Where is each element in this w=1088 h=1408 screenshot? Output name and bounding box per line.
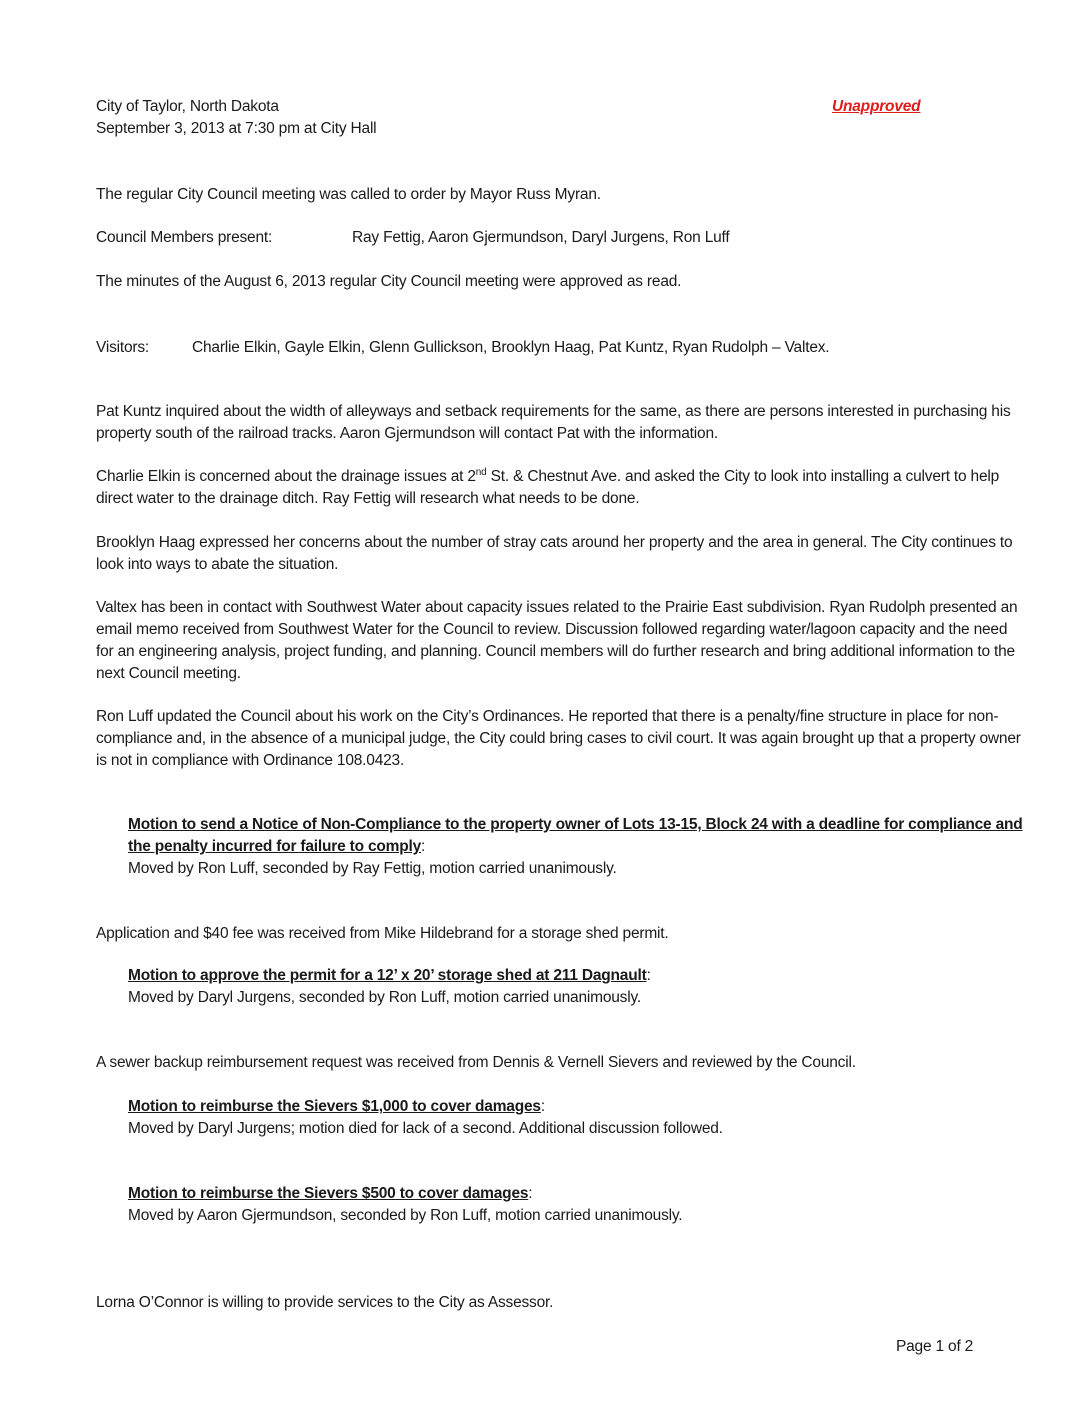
motion-result: Moved by Ron Luff, seconded by Ray Fettig, motion carried unanimously. bbox=[128, 860, 617, 877]
members-label: Council Members present: bbox=[96, 229, 273, 246]
call-to-order: The regular City Council meeting was called to order by Mayor Russ Myran. bbox=[96, 186, 601, 203]
motion-notice-noncompliance bbox=[128, 814, 1038, 880]
paragraph-oconnor: Lorna O’Connor is willing to provide services to the City as Assessor. bbox=[96, 1294, 554, 1311]
elkin-ordinal-suffix: nd bbox=[475, 466, 487, 478]
visitors-names: Charlie Elkin, Gayle Elkin, Glenn Gullickson, Brooklyn Haag, Pat Kuntz, Ryan Rudolph – Valtex. bbox=[192, 339, 830, 356]
motion-result: Moved by Daryl Jurgens; motion died for lack of a second. Additional discussion followed. bbox=[128, 1120, 723, 1137]
motion-title: Motion to reimburse the Sievers $1,000 to cover damages: bbox=[128, 1098, 545, 1115]
motion-title: Motion to reimburse the Sievers $500 to cover damages: bbox=[128, 1185, 533, 1202]
motion-reimburse-500 bbox=[128, 1183, 1038, 1227]
paragraph-elkin bbox=[96, 466, 1026, 510]
meeting-date: September 3, 2013 at 7:30 pm at City Hall bbox=[96, 120, 377, 137]
status-unapproved: Unapproved bbox=[832, 98, 921, 115]
paragraph-hildebrand: Application and $40 fee was received from Mike Hildebrand for a storage shed permit. bbox=[96, 925, 669, 942]
paragraph-haag: Brooklyn Haag expressed her concerns about the number of stray cats around her property and the area in general. The City continues to look into ways to abate the situation. bbox=[96, 534, 1013, 573]
members-names: Ray Fettig, Aaron Gjermundson, Daryl Jurgens, Ron Luff bbox=[352, 229, 730, 246]
motion-reimburse-1000 bbox=[128, 1096, 1038, 1140]
city-heading: City of Taylor, North Dakota bbox=[96, 98, 279, 115]
paragraph-sievers: A sewer backup reimbursement request was received from Dennis & Vernell Sievers and reviewed by the Council. bbox=[96, 1054, 856, 1071]
visitors-label: Visitors: bbox=[96, 339, 150, 356]
motion-storage-shed-permit bbox=[128, 965, 1038, 1009]
paragraph-kuntz: Pat Kuntz inquired about the width of alleyways and setback requirements for the same, as there are persons interested in purchasing his property south of the railroad tracks. Aaron Gjermundson will contact Pat with the information. bbox=[96, 403, 1011, 442]
motion-result: Moved by Aaron Gjermundson, seconded by Ron Luff, motion carried unanimously. bbox=[128, 1207, 683, 1224]
elkin-text-start: Charlie Elkin is concerned about the drainage issues at 2 bbox=[96, 468, 476, 485]
paragraph-valtex: Valtex has been in contact with Southwest Water about capacity issues related to the Prairie East subdivision. Ryan Rudolph presented an email memo received from Southwest Water for the Council to review. Discussion followed regarding water/lagoon capacity and the need for an engineering analysis, project funding, and planning. Council members will do further research and bring additional information to the next Council meeting. bbox=[96, 599, 1018, 682]
motion-title: Motion to approve the permit for a 12’ x 20’ storage shed at 211 Dagnault: bbox=[128, 967, 651, 984]
motion-result: Moved by Daryl Jurgens, seconded by Ron Luff, motion carried unanimously. bbox=[128, 989, 641, 1006]
minutes-approved: The minutes of the August 6, 2013 regular City Council meeting were approved as read. bbox=[96, 273, 682, 290]
paragraph-luff: Ron Luff updated the Council about his work on the City’s Ordinances. He reported that there is a penalty/fine structure in place for non-compliance and, in the absence of a municipal judge, the City could bring cases to civil court. It was again brought up that a property owner is not in compliance with Ordinance 108.0423. bbox=[96, 708, 1021, 769]
page-number: Page 1 of 2 bbox=[896, 1338, 974, 1355]
elkin-text-end: St. & Chestnut Ave. and asked the City to look into installing a culvert to help direct water to the drainage ditch. Ray Fettig will research what needs to be done. bbox=[96, 468, 1000, 507]
motion-title: Motion to send a Notice of Non-Compliance to the property owner of Lots 13-15, Block 24 with a deadline for compliance and the penalty incurred for failure to comply: bbox=[128, 816, 1023, 855]
